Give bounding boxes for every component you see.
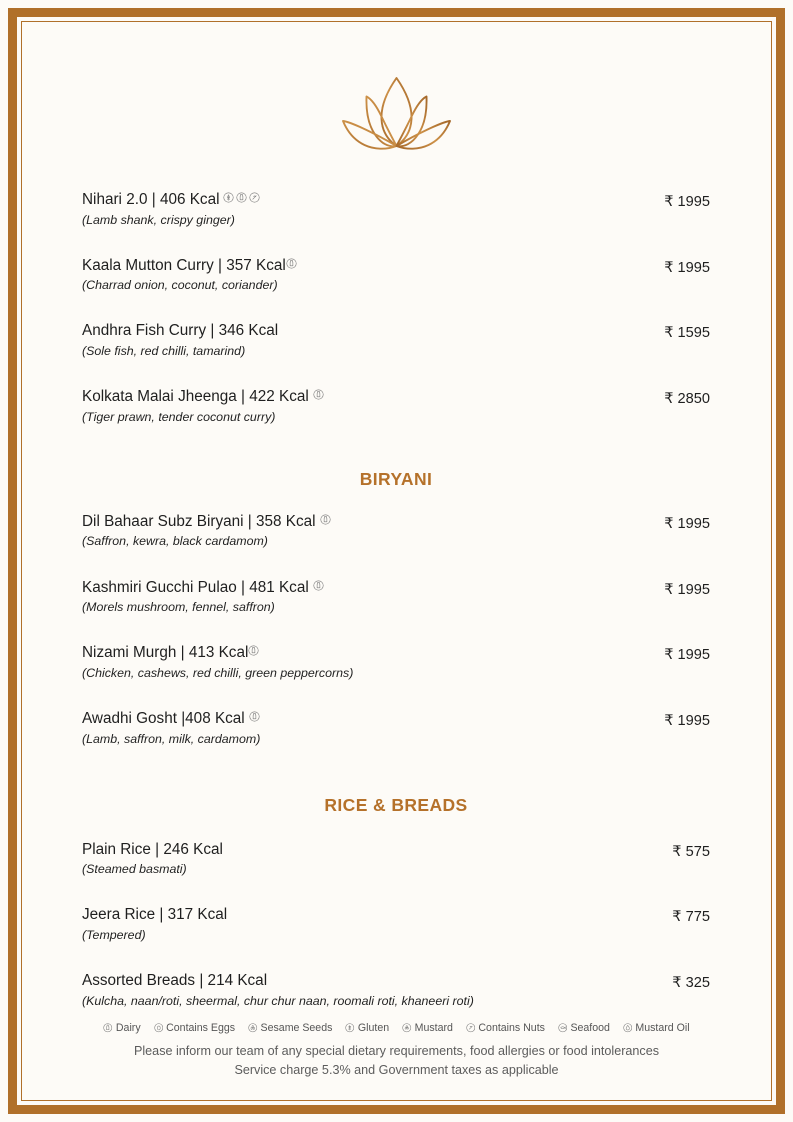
menu-item	[82, 905, 710, 943]
gluten-icon	[223, 192, 234, 203]
menu-item-left	[82, 387, 638, 425]
menu-item-name	[82, 190, 638, 210]
menu-item-name	[82, 578, 638, 598]
seafood-icon	[558, 1023, 568, 1033]
legend-item-sesame-seeds	[248, 1022, 332, 1034]
mustard-icon	[402, 1023, 412, 1033]
menu-item-name	[82, 387, 638, 407]
dairy-icon	[236, 192, 247, 203]
menu-item-name	[82, 971, 638, 991]
menu-item	[82, 643, 710, 681]
legend-item-label: Sesame Seeds	[260, 1021, 333, 1034]
contains-nuts-icon	[466, 1023, 476, 1033]
menu-item-name-text: Jeera Rice | 317 Kcal	[82, 906, 228, 924]
menu-item-left	[82, 643, 638, 681]
dairy-icon	[313, 389, 324, 400]
legend-item-label: Seafood	[570, 1021, 610, 1034]
menu-item-name	[82, 321, 638, 341]
legend-item-dairy	[103, 1022, 140, 1034]
menu-item-description: (Sole fish, red chilli, tamarind)	[82, 343, 246, 358]
menu-item-description: (Kulcha, naan/roti, sheermal, chur chur naan, roomali roti, khaneeri roti)	[82, 993, 474, 1008]
menu-item-name-text: Plain Rice | 246 Kcal	[82, 840, 223, 858]
allergen-marks	[313, 580, 324, 591]
legend-item-label: Mustard	[414, 1021, 453, 1034]
menu-item-description: (Chicken, cashews, red chilli, green peppercorns)	[82, 665, 354, 680]
menu-item	[82, 256, 710, 294]
legend-item-seafood	[558, 1022, 610, 1034]
menu-item-left	[82, 971, 638, 1009]
menu-item-left	[82, 840, 638, 878]
menu-item	[82, 512, 710, 550]
menu-item-name	[82, 709, 638, 729]
allergen-marks	[320, 514, 331, 525]
allergen-marks	[313, 389, 324, 400]
dairy-icon	[320, 514, 331, 525]
menu-item-name	[82, 905, 638, 925]
menu-item-name	[82, 256, 638, 276]
menu-item	[82, 709, 710, 747]
menu-item-name-text: Andhra Fish Curry | 346 Kcal	[82, 322, 279, 340]
menu-item-price: ₹ 1995	[664, 259, 710, 276]
legend-item-gluten	[345, 1022, 389, 1034]
menu-item-name	[82, 512, 638, 532]
menu-item-description: (Steamed basmati)	[82, 862, 187, 877]
legend-item-label: Mustard Oil	[635, 1021, 690, 1034]
allergen-legend	[63, 1022, 730, 1034]
contains-nuts-icon	[249, 192, 260, 203]
menu-item-name-text: Nihari 2.0 | 406 Kcal	[82, 191, 220, 208]
menu-item-name-text: Dil Bahaar Subz Biryani | 358 Kcal	[82, 512, 316, 530]
menu-item	[82, 190, 710, 228]
menu-footer	[23, 1022, 770, 1081]
menu-item-price: ₹ 1595	[664, 325, 710, 342]
allergen-marks	[223, 192, 260, 203]
menu-item-left	[82, 578, 638, 616]
menu-item-description: (Tiger prawn, tender coconut curry)	[82, 409, 276, 424]
menu-item-price: ₹ 775	[672, 909, 710, 926]
legend-item-mustard-oil	[623, 1022, 690, 1034]
dairy-icon	[313, 580, 324, 591]
menu-content	[23, 190, 770, 1009]
menu-item-name-text: Kaala Mutton Curry | 357 Kcal	[82, 256, 286, 274]
dietary-note: Please inform our team of any special dietary requirements, food allergies or food intolerances	[133, 1043, 659, 1058]
dairy-icon	[286, 258, 297, 269]
mustard-oil-icon	[623, 1023, 633, 1033]
menu-item	[82, 578, 710, 616]
menu-item-description: (Charrad onion, coconut, coriander)	[82, 278, 278, 293]
sesame-seeds-icon	[248, 1023, 258, 1033]
menu-item	[82, 321, 710, 359]
dairy-icon	[103, 1023, 113, 1033]
menu-item	[82, 840, 710, 878]
service-charge-note: Service charge 5.3% and Government taxes as applicable	[234, 1063, 559, 1078]
menu-item-description: (Tempered)	[82, 927, 146, 942]
legend-item-mustard	[402, 1022, 453, 1034]
legend-item-label: Contains Eggs	[166, 1021, 236, 1034]
legend-item-contains-eggs	[154, 1022, 235, 1034]
menu-item-name-text: Assorted Breads | 214 Kcal	[82, 972, 268, 990]
dairy-icon	[248, 645, 259, 656]
menu-item-name-text: Nizami Murgh | 413 Kcal	[82, 644, 249, 662]
menu-item-left	[82, 512, 638, 550]
menu-item-description: (Morels mushroom, fennel, saffron)	[82, 600, 275, 615]
menu-item-price: ₹ 1995	[664, 581, 710, 598]
menu-item-price: ₹ 575	[672, 843, 710, 860]
menu-item-left	[82, 905, 638, 943]
gluten-icon	[345, 1023, 355, 1033]
menu-item-price: ₹ 1995	[664, 647, 710, 664]
menu-item-description: (Lamb, saffron, milk, cardamom)	[82, 731, 261, 746]
legend-item-label: Contains Nuts	[478, 1021, 545, 1034]
menu-section-biryani	[82, 469, 710, 747]
legend-item-label: Dairy	[115, 1021, 141, 1034]
menu-item-price: ₹ 325	[672, 975, 710, 992]
logo-container	[23, 23, 770, 162]
legend-item-label: Gluten	[357, 1021, 390, 1034]
menu-section-curries	[82, 190, 710, 425]
dairy-icon	[249, 711, 260, 722]
allergen-marks	[286, 258, 297, 269]
menu-item-name-text: Awadhi Gosht |408 Kcal	[82, 709, 245, 727]
menu-item-price: ₹ 1995	[664, 712, 710, 729]
menu-item-name	[82, 840, 638, 860]
menu-item-description: (Lamb shank, crispy ginger)	[82, 212, 235, 227]
contains-eggs-icon	[154, 1023, 164, 1033]
legend-item-contains-nuts	[466, 1022, 545, 1034]
menu-sheet	[23, 23, 770, 1099]
footer-notes	[63, 1042, 730, 1081]
allergen-marks	[248, 645, 259, 656]
lotus-logo-icon	[340, 71, 453, 157]
menu-item-description: (Saffron, kewra, black cardamom)	[82, 534, 268, 549]
menu-item-price: ₹ 1995	[664, 515, 710, 532]
allergen-marks	[249, 711, 260, 722]
menu-item-name	[82, 643, 638, 663]
menu-item	[82, 387, 710, 425]
menu-item-price: ₹ 2850	[664, 391, 710, 408]
menu-item-left	[82, 256, 638, 294]
menu-item	[82, 971, 710, 1009]
menu-section-rice-breads	[82, 795, 710, 1009]
section-title-biryani: BIRYANI	[359, 468, 433, 489]
menu-item-left	[82, 190, 638, 228]
menu-item-name-text: Kolkata Malai Jheenga | 422 Kcal	[82, 388, 309, 406]
section-title-rice-breads: RICE & BREADS	[324, 794, 468, 815]
menu-item-name-text: Kashmiri Gucchi Pulao | 481 Kcal	[82, 578, 309, 596]
menu-item-left	[82, 709, 638, 747]
menu-item-price: ₹ 1995	[664, 194, 710, 210]
menu-item-left	[82, 321, 638, 359]
